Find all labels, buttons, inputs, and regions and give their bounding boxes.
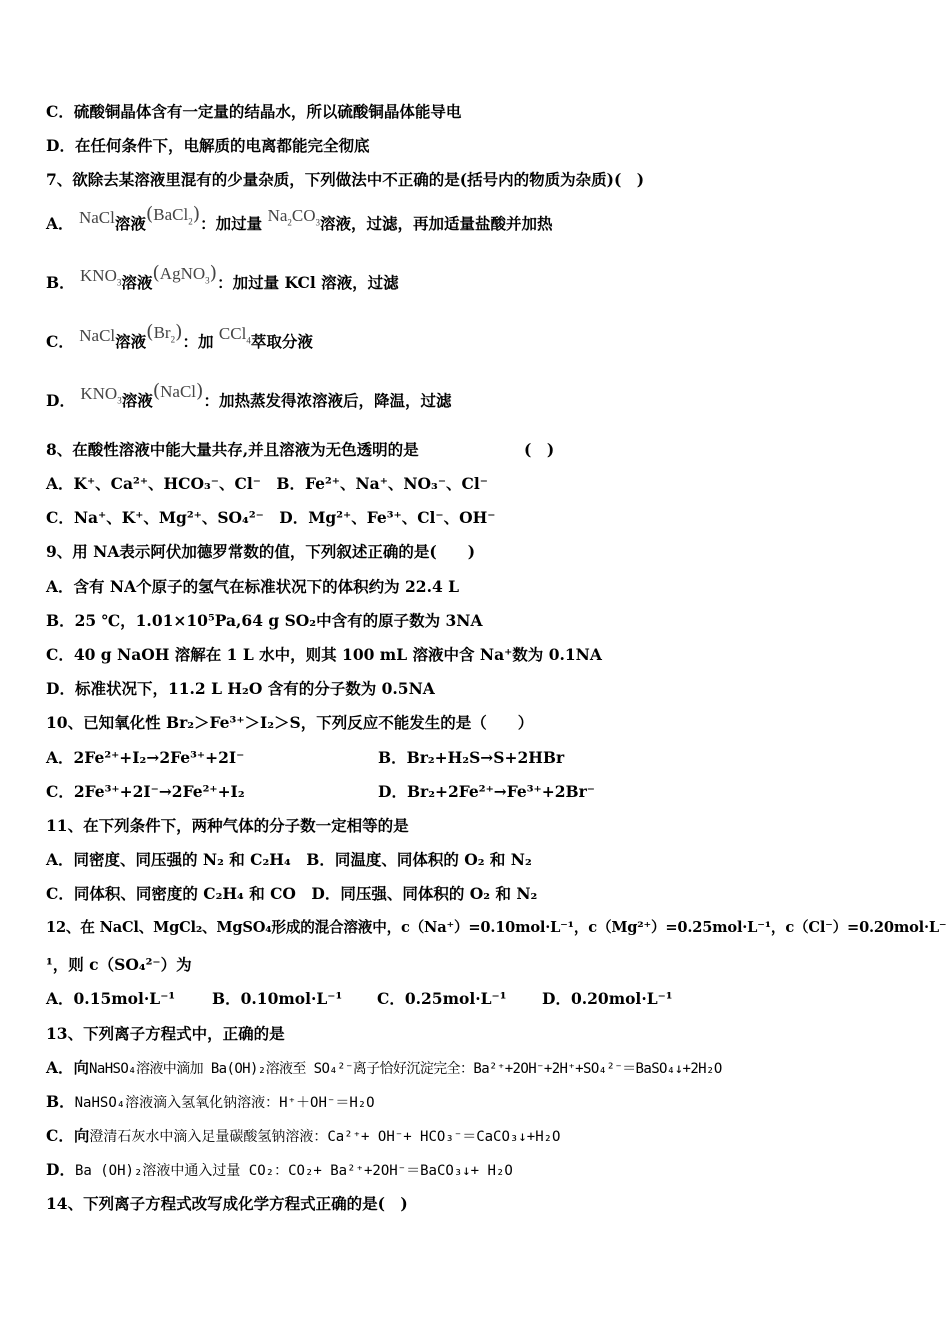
q9-option-a: A．含有 NA个原子的氢气在标准状况下的体积约为 22.4 L: [46, 577, 460, 596]
q12-option-c: C．0.25mol·L⁻¹: [377, 989, 507, 1008]
q10-option-b: B．Br₂+H₂S→S+2HBr: [378, 748, 565, 767]
q13-option-b: B．NaHSO₄溶液滴入氢氧化钠溶液：H⁺＋OH⁻＝H₂O: [46, 1092, 375, 1111]
q12-stem-line1: 12、在 NaCl、MgCl₂、MgSO₄形成的混合溶液中，c（Na⁺）=0.10mol·L⁻¹，c（Mg²⁺）=0.25mol·L⁻¹，c（Cl⁻）=0.20mol·L⁻: [46, 919, 947, 936]
q7-stem: 7、欲除去某溶液里混有的少量杂质，下列做法中不正确的是(括号内的物质为杂质)( ): [46, 170, 645, 189]
q13-option-c: C．向澄清石灰水中滴入足量碳酸氢钠溶液：Ca²⁺+ OH⁻+ HCO₃⁻＝CaCO₃↓+H₂O: [46, 1126, 561, 1145]
q11-options-ab: A．同密度、同压强的 N₂ 和 C₂H₄ B．同温度、同体积的 O₂ 和 N₂: [46, 850, 532, 869]
q8-options-cd: C．Na⁺、K⁺、Mg²⁺、SO₄²⁻ D．Mg²⁺、Fe³⁺、Cl⁻、OH⁻: [46, 508, 496, 527]
q7-option-b: B． $KNO_3$溶液(AgNO$_3$)：加过量 KCl 溶液，过滤: [46, 262, 399, 292]
q10-stem: 10、已知氧化性 Br₂＞Fe³⁺＞I₂＞S，下列反应不能发生的是（ ）: [46, 713, 534, 732]
q8-stem: 8、在酸性溶液中能大量共存,并且溶液为无色透明的是 ( ): [46, 440, 555, 459]
q10-options-cd: [46, 782, 906, 802]
q9-stem: 9、用 NA表示阿伏加德罗常数的值，下列叙述正确的是( ): [46, 542, 476, 561]
q12-option-d: D．0.20mol·L⁻¹: [542, 989, 673, 1008]
q10-option-c: C．2Fe³⁺+2I⁻→2Fe²⁺+I₂: [46, 782, 245, 801]
q11-stem: 11、在下列条件下，两种气体的分子数一定相等的是: [46, 816, 409, 835]
q11-options-cd: C．同体积、同密度的 C₂H₄ 和 CO D．同压强、同体积的 O₂ 和 N₂: [46, 884, 538, 903]
q13-stem: 13、下列离子方程式中，正确的是: [46, 1024, 285, 1043]
q7-option-d: D． $KNO_3$溶液(NaCl)：加热蒸发得浓溶液后，降温，过滤: [46, 380, 452, 410]
q6-option-c: C．硫酸铜晶体含有一定量的结晶水，所以硫酸铜晶体能导电: [46, 102, 462, 121]
q12-stem-line2: ¹，则 c（SO₄²⁻）为: [46, 955, 192, 974]
q6-option-d: D．在任何条件下，电解质的电离都能完全彻底: [46, 136, 370, 155]
q12-option-a: A．0.15mol·L⁻¹: [46, 989, 176, 1008]
q9-option-d: D．标准状况下，11.2 L H₂O 含有的分子数为 0.5NA: [46, 679, 435, 698]
q12-option-b: B．0.10mol·L⁻¹: [212, 989, 343, 1008]
q14-stem: 14、下列离子方程式改写成化学方程式正确的是( ): [46, 1194, 408, 1213]
q13-option-a: A．向NaHSO₄溶液中滴加 Ba(OH)₂溶液至 SO₄²⁻离子恰好沉淀完全：Ba²⁺+2OH⁻+2H⁺+SO₄²⁻＝BaSO₄↓+2H₂O: [46, 1058, 722, 1077]
q10-options-ab: [46, 748, 906, 768]
q10-option-d: D．Br₂+2Fe²⁺→Fe³⁺+2Br⁻: [378, 782, 595, 801]
q9-option-b: B．25 ℃，1.01×10⁵Pa,64 g SO₂中含有的原子数为 3NA: [46, 611, 483, 630]
q9-option-c: C．40 g NaOH 溶解在 1 L 水中，则其 100 mL 溶液中含 Na⁺数为 0.1NA: [46, 645, 602, 664]
q8-options-ab: A．K⁺、Ca²⁺、HCO₃⁻、Cl⁻ B．Fe²⁺、Na⁺、NO₃⁻、Cl⁻: [46, 474, 488, 493]
q7-option-c: C． NaCl溶液$(Br_2)$：加 CCl$_4$萃取分液: [46, 321, 313, 351]
q13-option-d: D．Ba (OH)₂溶液中通入过量 CO₂：CO₂+ Ba²⁺+2OH⁻＝BaCO₃↓+ H₂O: [46, 1160, 513, 1179]
q10-option-a: A．2Fe²⁺+I₂→2Fe³⁺+2I⁻: [46, 748, 245, 767]
q7-option-a: A． NaCl溶液(BaCl$_2$)：加过量 $Na_2CO_3$溶液，过滤，再加适量盐酸并加热: [46, 203, 553, 233]
